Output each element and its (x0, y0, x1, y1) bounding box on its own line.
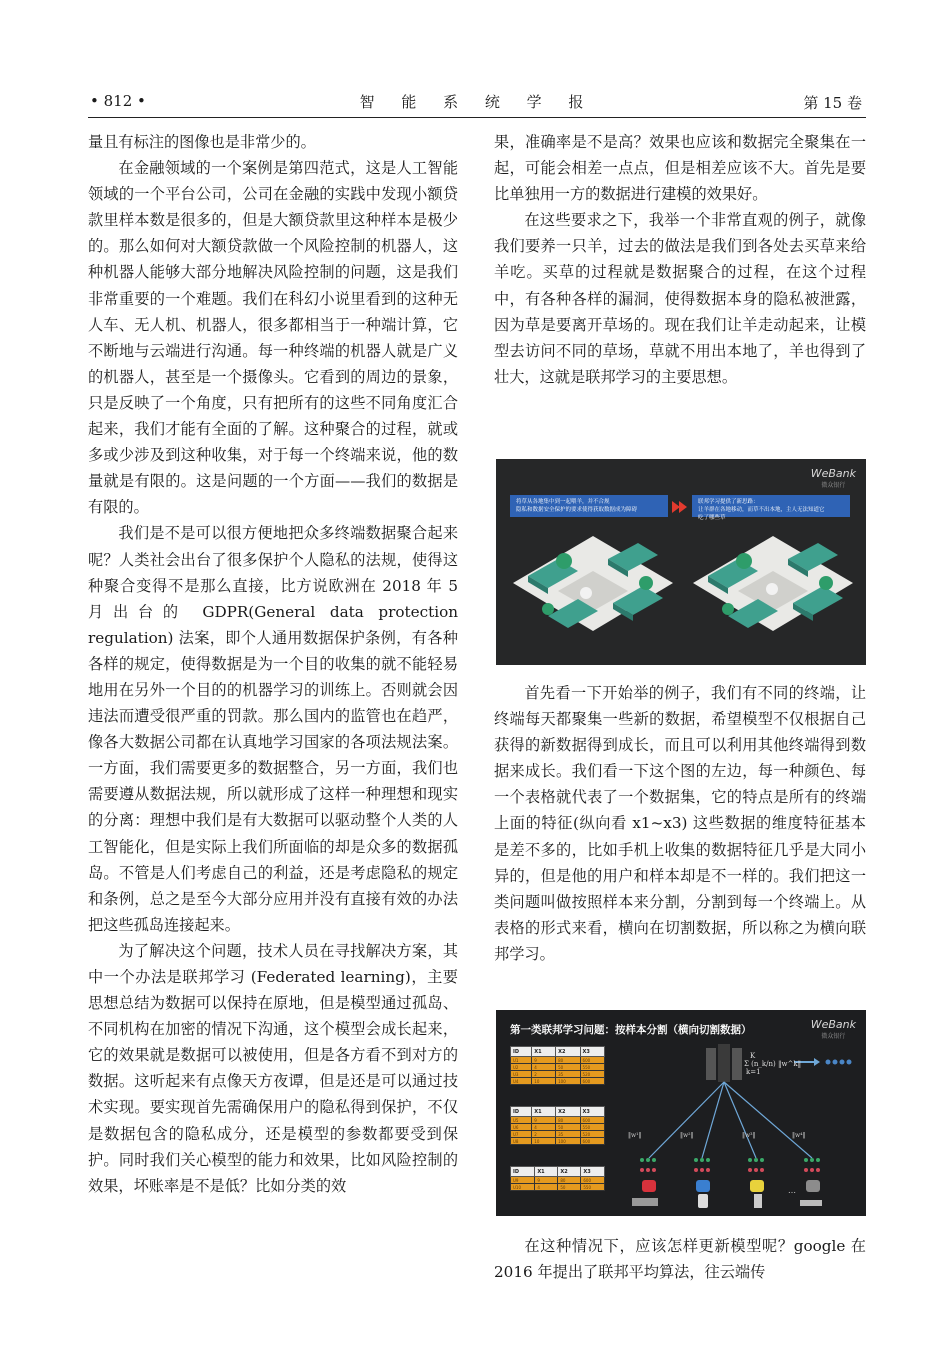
aggregation-formula: K Σ (n_k/n) ‖w^k‖ k=1 (744, 1052, 802, 1076)
paragraph: 为了解决这个问题，技术人员在寻找解决方案，其中一个办法是联邦学习 (Federated learning)，主要思想总结为数据可以保持在原地，但是模型通过孤岛、不同机构在加密的情况下沟通，这个模型会成长起来，它的效果就是数据可以被使用，但是各方看不到对方的数据。这听起来有点像天方夜谭，但是还是可以通过技术实现。要实现首先需确保用户的隐私得到保护，不仅是数据包含的隐私成分，还是模型的参数都要受到保护。同时我们关心模型的能力和效果，比如风险控制的效果，坏账率是不是低？比如分类的效 (88, 941, 458, 1195)
table-cell: 600 (580, 1138, 604, 1145)
table-row (511, 1064, 605, 1071)
table-header-cell: X3 (580, 1047, 604, 1057)
table-cell: U7 (511, 1131, 532, 1138)
table-cell: 600 (581, 1177, 605, 1184)
table-cell: 520 (580, 1131, 604, 1138)
client-label-2: ‖w²‖ (680, 1132, 694, 1139)
table-row (511, 1124, 605, 1131)
data-table-2 (510, 1106, 605, 1145)
figure-federated-sheep (496, 459, 866, 665)
left-column (88, 129, 458, 1199)
table-header-cell: ID (511, 1167, 535, 1177)
right-column-middle (494, 680, 866, 967)
journal-title: 智 能 系 统 学 报 (359, 93, 595, 111)
arrow-icon (670, 499, 690, 515)
ellipsis-label: … (788, 1186, 796, 1195)
table-cell: 50 (558, 1184, 581, 1191)
table-cell: 35 (556, 1131, 580, 1138)
table-header-cell: X2 (558, 1167, 581, 1177)
table-header-cell: X2 (556, 1107, 580, 1117)
table-cell: U5 (511, 1117, 532, 1124)
table-cell: 80 (556, 1057, 580, 1064)
figure2-title: 第一类联邦学习问题：按样本分割（横向切割数据） (510, 1024, 752, 1036)
header-rule (88, 117, 866, 118)
table-cell: U9 (511, 1177, 535, 1184)
banner-right: 联邦学习提供了新思路： 让羊群在各地移动，而草不出本地，主人无法知道它 吃了哪些草 (692, 495, 850, 517)
table-cell: 50 (556, 1124, 580, 1131)
client-label-4: ‖w⁴‖ (792, 1132, 806, 1139)
table-header-cell: X1 (532, 1107, 556, 1117)
paragraph: 我们是不是可以很方便地把众多终端数据聚合起来呢？人类社会出台了很多保护个人隐私的法规，使得这种聚合变得不是那么直接，比方说欧洲在 2018 年 5 月出台的 GDPR(General data protection regulation) 法案，即个人通用数据保护条例，有各种各样的规定，使得数据是为一个目的收集的就不能轻易地用在另外一个目的的机器学习的训练上。否则就会因违法而遭受很严重的罚款。那么国内的监管也在趋严，像各大数据公司都在认真地学习国家的各项法规法案。一方面，我们需要更多的数据整合，另一方面，我们也需要遵从数据法规，所以就形成了这样一种理想和现实的分离：理想中我们是有大数据可以驱动整个人类的人工智能化，但是实际上我们所面临的却是众多的数据孤岛。不管是人们考虑自己的利益，还是考虑隐私的规定和条例，总之是至今大部分应用并没有直接有效的办法把这些孤岛连接起来。 (88, 524, 458, 934)
data-table-3 (510, 1166, 605, 1191)
pasture-illustration-right (688, 531, 858, 649)
table-cell: 2 (532, 1071, 556, 1078)
table-header-cell: X1 (535, 1167, 558, 1177)
right-column-bottom (494, 1233, 866, 1285)
table-cell: 100 (556, 1078, 580, 1085)
table-row (511, 1138, 605, 1145)
table-cell: 520 (580, 1071, 604, 1078)
table-cell: 2 (532, 1131, 556, 1138)
table-row (511, 1177, 605, 1184)
client-label-1: ‖w¹‖ (628, 1132, 642, 1139)
table-cell: 600 (580, 1078, 604, 1085)
table-row (511, 1184, 605, 1191)
webank-logo: WeBank 微众银行 (810, 467, 856, 489)
table-cell: 600 (580, 1117, 604, 1124)
table-cell: U6 (511, 1124, 532, 1131)
table-cell: U8 (511, 1138, 532, 1145)
table-header-cell: X2 (556, 1047, 580, 1057)
table-cell: 4 (532, 1064, 556, 1071)
table-cell: 10 (532, 1138, 556, 1145)
table-header-cell: X3 (581, 1167, 605, 1177)
table-header-cell: X3 (580, 1107, 604, 1117)
table-cell: 9 (532, 1057, 556, 1064)
paragraph: 果，准确率是不是高？效果也应该和数据完全聚集在一起，可能会相差一点点，但是相差应该不大。首先是要比单独用一方的数据进行建模的效果好。 (494, 133, 866, 204)
table-cell: 550 (580, 1064, 604, 1071)
table-header-cell: ID (511, 1107, 532, 1117)
table-cell: 550 (580, 1124, 604, 1131)
table-cell: 80 (558, 1177, 581, 1184)
table-cell: 35 (556, 1071, 580, 1078)
table-cell: 50 (556, 1064, 580, 1071)
table-cell: 100 (556, 1138, 580, 1145)
client-label-3: ‖w³‖ (742, 1132, 756, 1139)
webank-logo-2: WeBank 微众银行 (810, 1018, 856, 1040)
paragraph: 在金融领域的一个案例是第四范式，这是人工智能领域的一个平台公司，公司在金融的实践中发现小额贷款里样本数是很多的，但是大额贷款里这种样本是极少的。那么如何对大额贷款做一个风险控制的机器人，这种机器人能够大部分地解决风险控制的问题，这是我们非常重要的一个难题。我们在科幻小说里看到的这种无人车、无人机、机器人，很多都相当于一种端计算，它不断地与云端进行沟通。每一种终端的机器人就是广义的机器人，甚至是一个摄像头。它看到的周边的景象，只是反映了一个角度，只有把所有的这些不同角度汇合起来，我们才能有全面的了解。这种聚合的过程，就或多或少涉及到这种收集，对于每一个终端来说，他的数量就是有限的。这是问题的一个方面——我们的数据是有限的。 (88, 159, 458, 517)
table-header-cell: X1 (532, 1047, 556, 1057)
table-cell: U3 (511, 1071, 532, 1078)
page-header (88, 88, 866, 114)
table-row (511, 1131, 605, 1138)
table-row (511, 1078, 605, 1085)
banner-left: 将草从各地集中到一起喂羊，并不合规 隐私和数据安全保护的要求使得获取数据成为障碍 (510, 495, 668, 517)
table-cell: 80 (556, 1117, 580, 1124)
table-cell: 9 (532, 1117, 556, 1124)
paragraph: 首先看一下开始举的例子，我们有不同的终端，让终端每天都聚集一些新的数据，希望模型不仅根据自己获得的新数据得到成长，而且可以利用其他终端得到数据来成长。我们看一下这个图的左边，每一种颜色、每一个表格就代表了一个数据集，它的特点是所有的终端上面的特征(纵向看 x1~x3) 这些数据的维度特征基本是差不多的，比如手机上收集的数据特征几乎是大同小异的，但是他的用户和样本却是不一样的。我们把这一类问题叫做按照样本来分割，分割到每一个终端上。从表格的形式来看，横向在切割数据，所以称之为横向联邦学习。 (494, 684, 866, 963)
table-cell: 10 (532, 1078, 556, 1085)
page-number: • 812 • (90, 92, 146, 110)
table-cell: 600 (580, 1057, 604, 1064)
figure-horizontal-federated (496, 1010, 866, 1216)
paragraph: 量且有标注的图像也是非常少的。 (88, 133, 316, 151)
table-cell: 4 (535, 1184, 558, 1191)
table-cell: 550 (581, 1184, 605, 1191)
pasture-illustration-left (508, 531, 678, 649)
paragraph: 在这种情况下，应该怎样更新模型呢？google 在 2016 年提出了联邦平均算法，往云端传 (494, 1237, 866, 1282)
table-cell: U2 (511, 1064, 532, 1071)
paragraph: 在这些要求之下，我举一个非常直观的例子，就像我们要养一只羊，过去的做法是我们到各处去买草来给羊吃。买草的过程就是数据聚合的过程，在这个过程中，有各种各样的漏洞，使得数据本身的隐私被泄露，因为草是要离开草场的。现在我们让羊走动起来，让模型去访问不同的草场，草就不用出本地了，羊也得到了壮大，这就是联邦学习的主要思想。 (494, 211, 866, 386)
table-cell: U1 (511, 1057, 532, 1064)
federated-network-diagram (614, 1040, 862, 1210)
data-table-1 (510, 1046, 605, 1085)
table-cell: 9 (535, 1177, 558, 1184)
table-cell: U4 (511, 1078, 532, 1085)
volume-label: 第 15 卷 (803, 94, 862, 112)
table-row (511, 1057, 605, 1064)
table-header-cell: ID (511, 1047, 532, 1057)
table-cell: 4 (532, 1124, 556, 1131)
table-row (511, 1071, 605, 1078)
right-column-top (494, 129, 866, 390)
table-cell: U10 (511, 1184, 535, 1191)
table-row (511, 1117, 605, 1124)
